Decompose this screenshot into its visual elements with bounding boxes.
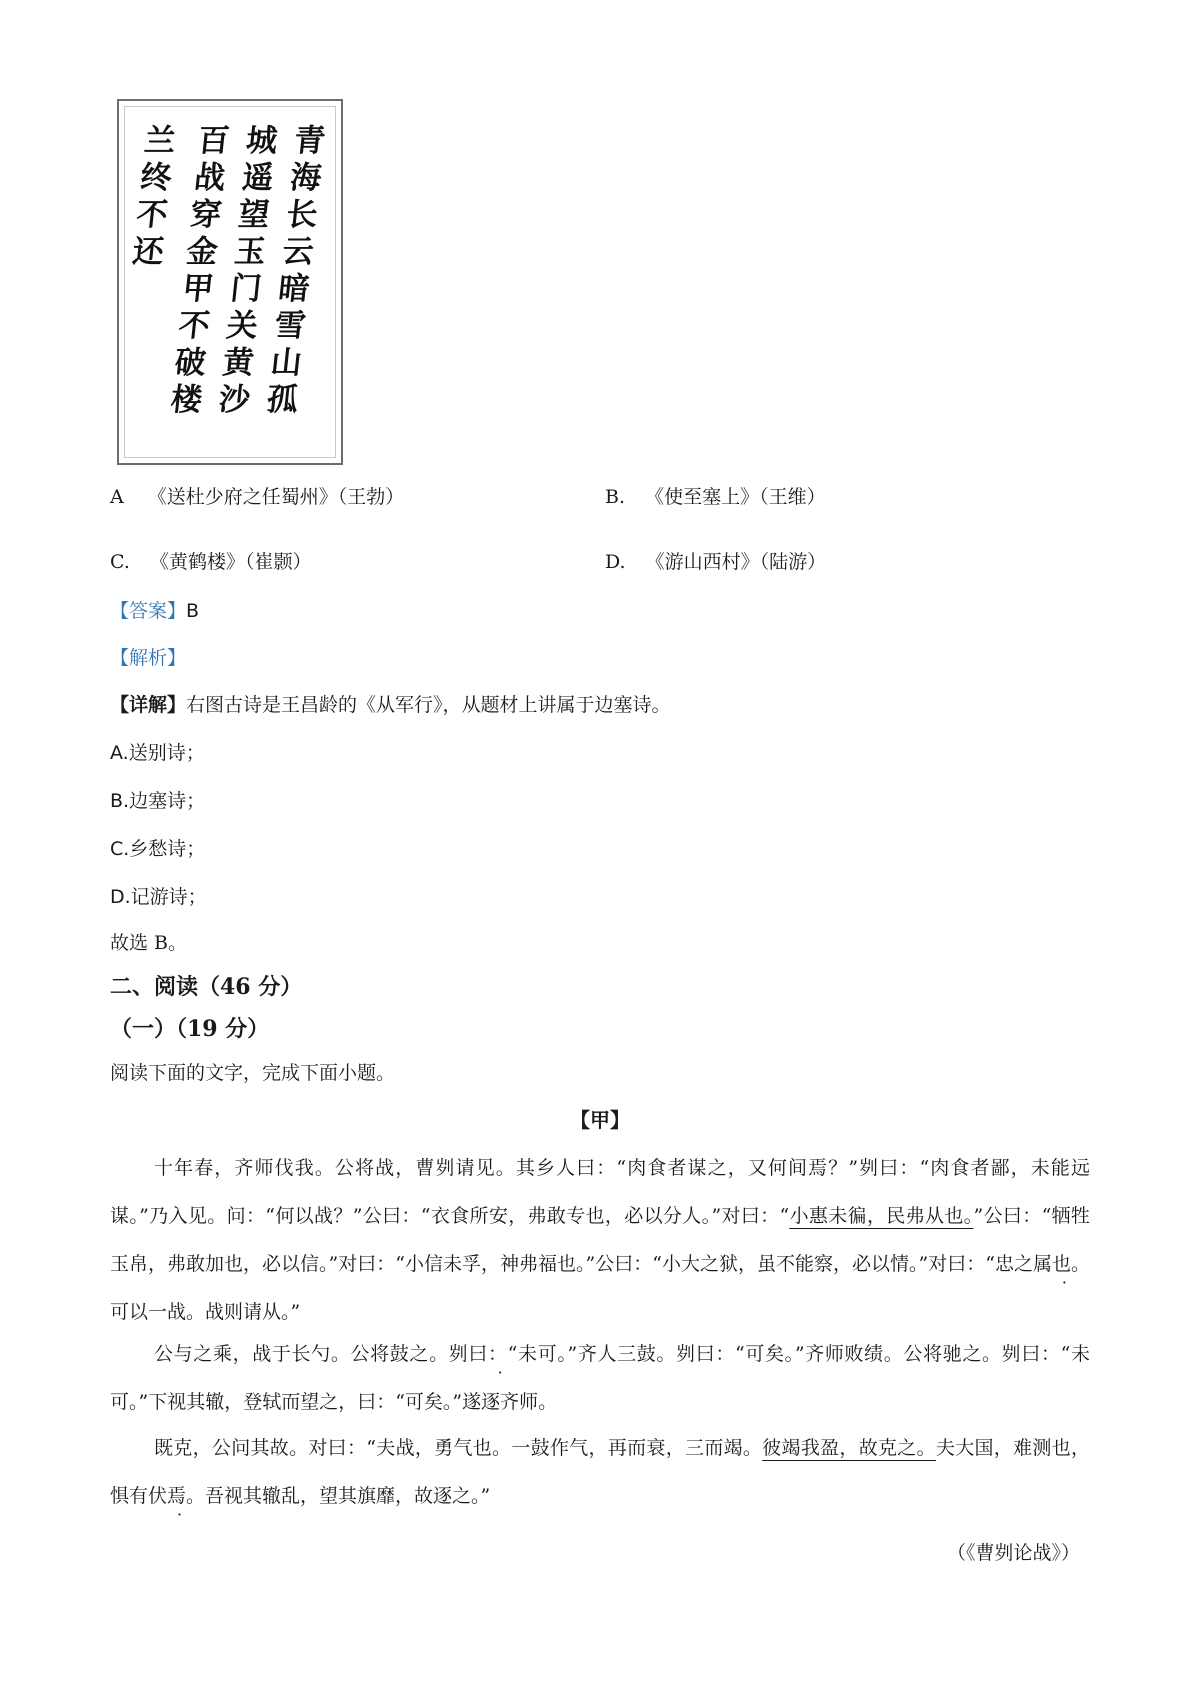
p2-text-a: 公与之乘，战于长勺。公将鼓之。刿 <box>154 1343 469 1365</box>
passage-source: （《曹刿论战》） <box>946 1542 1080 1564</box>
passage-paragraph-3 <box>110 1424 1090 1520</box>
option-d-letter: D. <box>605 551 626 573</box>
analysis-label: 【解析】 <box>110 647 187 669</box>
calligraphy-image <box>117 99 343 465</box>
option-c-text: 《黄鹤楼》（崔颢） <box>149 551 312 573</box>
p1-text-b: ”公曰：“牺牲玉帛，弗敢加也，必以信。”对曰：“小信未孚，神弗福也。”公曰：“小大之狱，虽不能察，必以情。”对曰：“忠之 <box>110 1205 1090 1275</box>
section-title: 二、阅读（46 分） <box>110 974 303 1000</box>
p3-dotted-char: 伏 <box>148 1485 168 1507</box>
p3-text-c: 焉。吾视其辙乱，望其旗靡，故逐之。” <box>167 1485 491 1507</box>
option-b-letter: B. <box>605 486 626 508</box>
option-d <box>605 547 826 574</box>
detail-line <box>110 690 671 717</box>
p3-text-a: 既克，公问其故。对曰：“夫战，勇气也。一鼓作气，再而衰，三而竭。 <box>154 1437 763 1459</box>
passage-paragraph-1 <box>110 1144 1090 1336</box>
option-b <box>605 482 826 509</box>
option-c <box>110 547 311 574</box>
calligraphy-column-1: 青海长云暗雪山孤 <box>265 123 328 418</box>
section-subtitle: （一）（19 分） <box>110 1016 270 1042</box>
detail-conclusion: 故选 B。 <box>110 932 188 954</box>
p3-underlined: 彼竭我盈，故克之。 <box>762 1437 936 1459</box>
p3-text-b: 夫大国，难测也，惧有 <box>110 1437 1090 1507</box>
detail-label: 【详解】 <box>110 694 187 716</box>
option-b-text: 《使至塞上》（王维） <box>645 486 826 508</box>
option-c-letter: C. <box>110 551 130 573</box>
calligraphy-column-2: 城遥望玉门关黄沙 <box>217 123 280 418</box>
calligraphy-column-4: 兰终不还 <box>130 123 178 270</box>
option-a-text: 《送杜少府之任蜀州》（王勃） <box>147 486 405 508</box>
section-instruction: 阅读下面的文字，完成下面小题。 <box>110 1062 396 1084</box>
passage-paragraph-2 <box>110 1330 1090 1426</box>
p1-dotted-char: 属 <box>1032 1253 1052 1275</box>
detail-text: 右图古诗是王昌龄的《从军行》，从题材上讲属于边塞诗。 <box>186 694 671 716</box>
detail-item-c: C.乡愁诗； <box>110 838 206 860</box>
p1-text-a: 十年春，齐师伐我。公将战，曹刿请见。其乡人曰：“肉食者谋之，又何间焉？”刿曰：“肉食者鄙，未能远谋。”乃入见。问：“何以战？”公曰：“衣食所安，弗敢专也，必以分人。”对曰：“ <box>110 1157 1090 1227</box>
passage-title: 【甲】 <box>570 1108 630 1132</box>
p1-text-c: 也。可以一战。战则请从。” <box>110 1253 1090 1323</box>
answer-label: 【答案】 <box>110 600 187 622</box>
p1-underlined: 小惠未徧，民弗从也。 <box>789 1205 974 1227</box>
p2-text-b: ：“未可。”齐人三鼓。刿曰：“可矣。”齐师败绩。公将驰之。刿曰：“未可。”下视其辙，登轼而望之，曰：“可矣。”遂逐齐师。 <box>110 1343 1090 1413</box>
p2-dotted-char: 曰 <box>468 1343 489 1365</box>
option-a <box>110 482 404 509</box>
calligraphy-column-3: 百战穿金甲不破楼 <box>169 123 232 418</box>
option-d-text: 《游山西村》（陆游） <box>645 551 827 573</box>
detail-item-a: A.送别诗； <box>110 742 205 764</box>
answer-value: B <box>186 600 200 622</box>
detail-item-d: D.记游诗； <box>110 886 207 908</box>
analysis-line <box>110 643 186 670</box>
detail-item-b: B.边塞诗； <box>110 790 206 812</box>
answer-line <box>110 596 199 623</box>
option-a-letter: A <box>110 486 124 508</box>
